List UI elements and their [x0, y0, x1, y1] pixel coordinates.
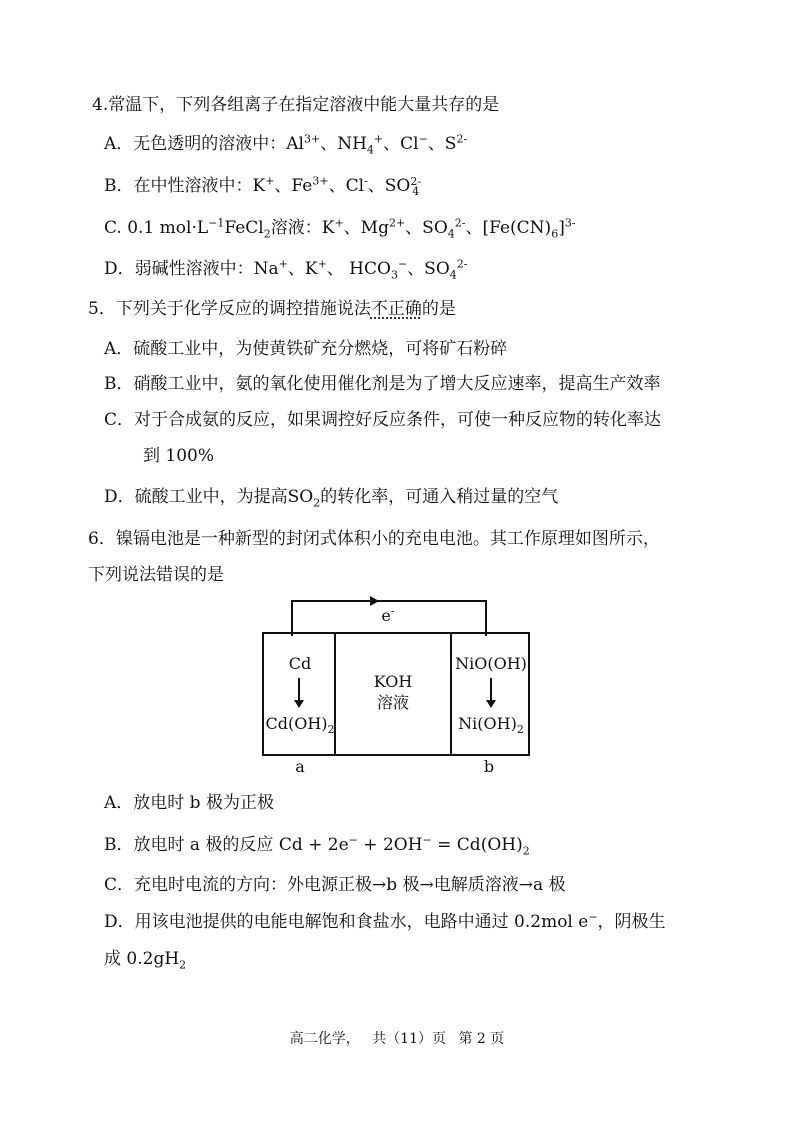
q6-option-d: D．用该电池提供的电能电解饱和食盐水，电路中通过 0.2mol e−，阴极生 — [104, 910, 666, 932]
right-electrode-product: $Ni(OH)_2$ — [458, 714, 524, 737]
q6-stem-line2: 下列说法错误的是 — [88, 565, 224, 585]
right-reaction-arrow — [490, 678, 492, 706]
footer-subject: 高二化学， — [289, 1031, 360, 1047]
q6-option-a: A．放电时 b 极为正极 — [104, 793, 274, 813]
battery-diagram — [258, 594, 532, 779]
q5-stem: 5．下列关于化学反应的调控措施说法不正确的是 — [88, 299, 456, 319]
q5-option-b: B．硝酸工业中，氨的氧化使用催化剂是为了增大反应速率，提高生产效率 — [104, 374, 661, 394]
electrode-label-b: b — [483, 757, 495, 776]
page-footer — [0, 1028, 794, 1048]
q5-option-d: D．硫酸工业中，为提高$SO_2$的转化率，可通入稍过量的空气 — [104, 487, 559, 510]
q4-stem: 4.常温下，下列各组离子在指定溶液中能大量共存的是 — [92, 95, 500, 115]
electron-flow-arrow — [370, 596, 379, 606]
left-reaction-arrow — [298, 678, 300, 706]
q6-stem-line1: 6．镍镉电池是一种新型的封闭式体积小的充电电池。其工作原理如图所示， — [88, 529, 660, 549]
q4-option-a: A．无色透明的溶液中：$Al^{3+}$、$NH_4^+$、Cl−、$S^{2-}$ — [104, 132, 468, 157]
electrolyte-formula: KOH — [373, 672, 413, 691]
q4-option-d: D．弱碱性溶液中：Na+、K+、 $HCO_3^-$、$SO_4^{2-}$ — [104, 257, 468, 282]
wire-right — [485, 600, 487, 636]
q5-option-c: C．对于合成氨的反应，如果调控好反应条件，可使一种反应物的转化率达 — [104, 410, 662, 430]
q4-option-b: B．在中性溶液中：K+、$Fe^{3+}$、Cl-、SO 2- 4 — [104, 174, 422, 198]
electrolyte-label: 溶液 — [376, 693, 409, 712]
electron-label: e- — [381, 604, 395, 625]
left-electrode-reactant: Cd — [288, 654, 312, 673]
left-electrode-product: $Cd(OH)_2$ — [265, 714, 335, 737]
q4-option-c: C. 0.1 $mol\cdot L^{-1}FeCl_2$溶液：K+、$Mg^{2+}$、$SO_4^{2-}$、$[Fe(CN)_6]^{3-}$ — [104, 216, 576, 241]
wire-top — [291, 600, 487, 602]
footer-page: 第 2 页 — [458, 1031, 505, 1047]
q6-option-c: C．充电时电流的方向：外电源正极→b 极→电解质溶液→a 极 — [104, 875, 566, 895]
footer-total: 共（11）页 — [372, 1031, 446, 1047]
wire-left — [291, 600, 293, 636]
q6-option-b: B．放电时 a 极的反应 $Cd + 2e^- + 2OH^- = Cd(OH)_2$ — [104, 833, 530, 858]
electrode-label-a: a — [295, 757, 305, 776]
right-electrode-reactant: NiO(OH) — [455, 654, 527, 673]
q5-option-a: A．硫酸工业中，为使黄铁矿充分燃烧，可将矿石粉碎 — [104, 339, 508, 359]
q5-option-c-cont: 到 100% — [143, 446, 215, 466]
q6-option-d-cont: 成 $0.2gH_2$ — [104, 949, 187, 972]
